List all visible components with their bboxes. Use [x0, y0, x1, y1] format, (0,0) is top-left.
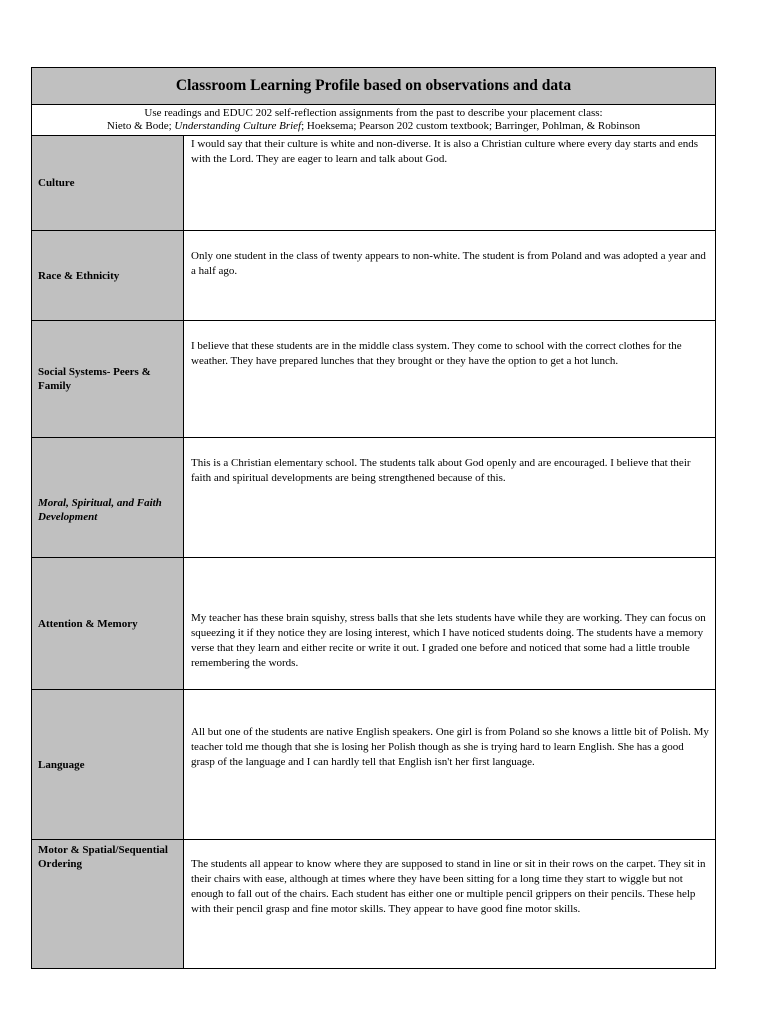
- table-row-race-ethnicity: [32, 231, 715, 321]
- row-label-line-3: Ordering: [38, 858, 82, 870]
- row-label-text: Attention & Memory: [38, 617, 138, 630]
- row-label-motor-spatial: [32, 840, 184, 968]
- table-row-motor-spatial: [32, 840, 715, 968]
- row-label-race-ethnicity: [32, 231, 184, 320]
- table-row-attention-memory: [32, 558, 715, 690]
- row-label-text: Culture: [38, 177, 75, 189]
- table-row-language: [32, 690, 715, 840]
- row-content-attention-memory: [184, 558, 715, 689]
- row-label-line-2: Spatial/Sequential: [82, 844, 168, 856]
- row-content-text: I would say that their culture is white and non-diverse. It is also a Christian culture where every day starts and ends with the Lord. They are eager to learn and talk about God.: [191, 138, 699, 165]
- subtitle-readings-b: ; Hoeksema; Pearson 202 custom textbook; Barringer, Pohlman, & Robinson: [301, 120, 641, 132]
- row-label-text: Language: [38, 758, 85, 771]
- row-label-text: Race & Ethnicity: [38, 269, 120, 282]
- row-content-culture: [184, 136, 715, 230]
- row-label-social-systems: [32, 321, 184, 437]
- row-content-motor-spatial: [184, 840, 715, 968]
- row-content-language: [184, 690, 715, 839]
- row-content-social-systems: [184, 321, 715, 437]
- row-content-text: All but one of the students are native English speakers. One girl is from Poland so she knows a little bit of Polish. My teacher told me though that she is losing her Polish though as she is trying hard to learn English. She has a good grasp of the language and I can hardly tell that English isn't her first language.: [191, 726, 709, 768]
- row-label-line-2: Peers & Family: [38, 366, 151, 392]
- row-label-line-1: Motor &: [38, 844, 80, 856]
- row-label-moral-spiritual: [32, 438, 184, 557]
- row-content-text: My teacher has these brain squishy, stress balls that she lets students have while they are working. They can focus on squeezing it if they notice they are losing interest, which I have noticed students doing. The students have a memory verse that they learn and either recite or write it out. I graded one before and noticed that some had a little trouble remembering the words.: [191, 612, 706, 669]
- table-row-moral-spiritual: [32, 438, 715, 558]
- subtitle-readings-a: Nieto & Bode;: [106, 120, 175, 132]
- table-row-social-systems: [32, 321, 715, 438]
- subtitle-line-2: [32, 120, 715, 133]
- table-subtitle-row: [32, 105, 715, 136]
- row-label-language: [32, 690, 184, 839]
- row-label-culture: [32, 136, 184, 230]
- document-title: Classroom Learning Profile based on observations and data: [175, 77, 572, 94]
- table-title-row: [32, 68, 715, 105]
- row-content-text: The students all appear to know where they are supposed to stand in line or sit in their rows on the carpet. They sit in their chairs with ease, although at times where they have been sitting for a long time they start to wiggle but not enough to fall out of the chairs. Each student has either one or multiple pencil grippers on their pencils. These help with their pencil grasp and fine motor skills. They appear to have good fine motor skills.: [191, 858, 706, 915]
- subtitle-line-1: Use readings and EDUC 202 self-reflection assignments from the past to describe your placement class:: [144, 107, 603, 119]
- row-content-text: Only one student in the class of twenty appears to non-white. The student is from Poland and was adopted a year and a half ago.: [191, 250, 706, 277]
- row-label-line-1: Social Systems-: [38, 366, 111, 378]
- row-content-text: This is a Christian elementary school. The students talk about God openly and are encouraged. I believe that their faith and spiritual developments are being strengthened because of this.: [191, 457, 691, 484]
- row-content-moral-spiritual: [184, 438, 715, 557]
- table-row-culture: [32, 136, 715, 231]
- row-label-line-1: Moral, Spiritual, and: [38, 496, 134, 509]
- subtitle-readings-italic: Understanding Culture Brief: [174, 120, 302, 132]
- row-label-line-2: Faith Development: [38, 496, 162, 523]
- row-content-text: I believe that these students are in the middle class system. They come to school with the correct clothes for the weather. They have prepared lunches that they brought or they have the option to get a hot lunch.: [191, 340, 682, 367]
- classroom-profile-table: [31, 67, 716, 969]
- row-label-attention-memory: [32, 558, 184, 689]
- row-content-race-ethnicity: [184, 231, 715, 320]
